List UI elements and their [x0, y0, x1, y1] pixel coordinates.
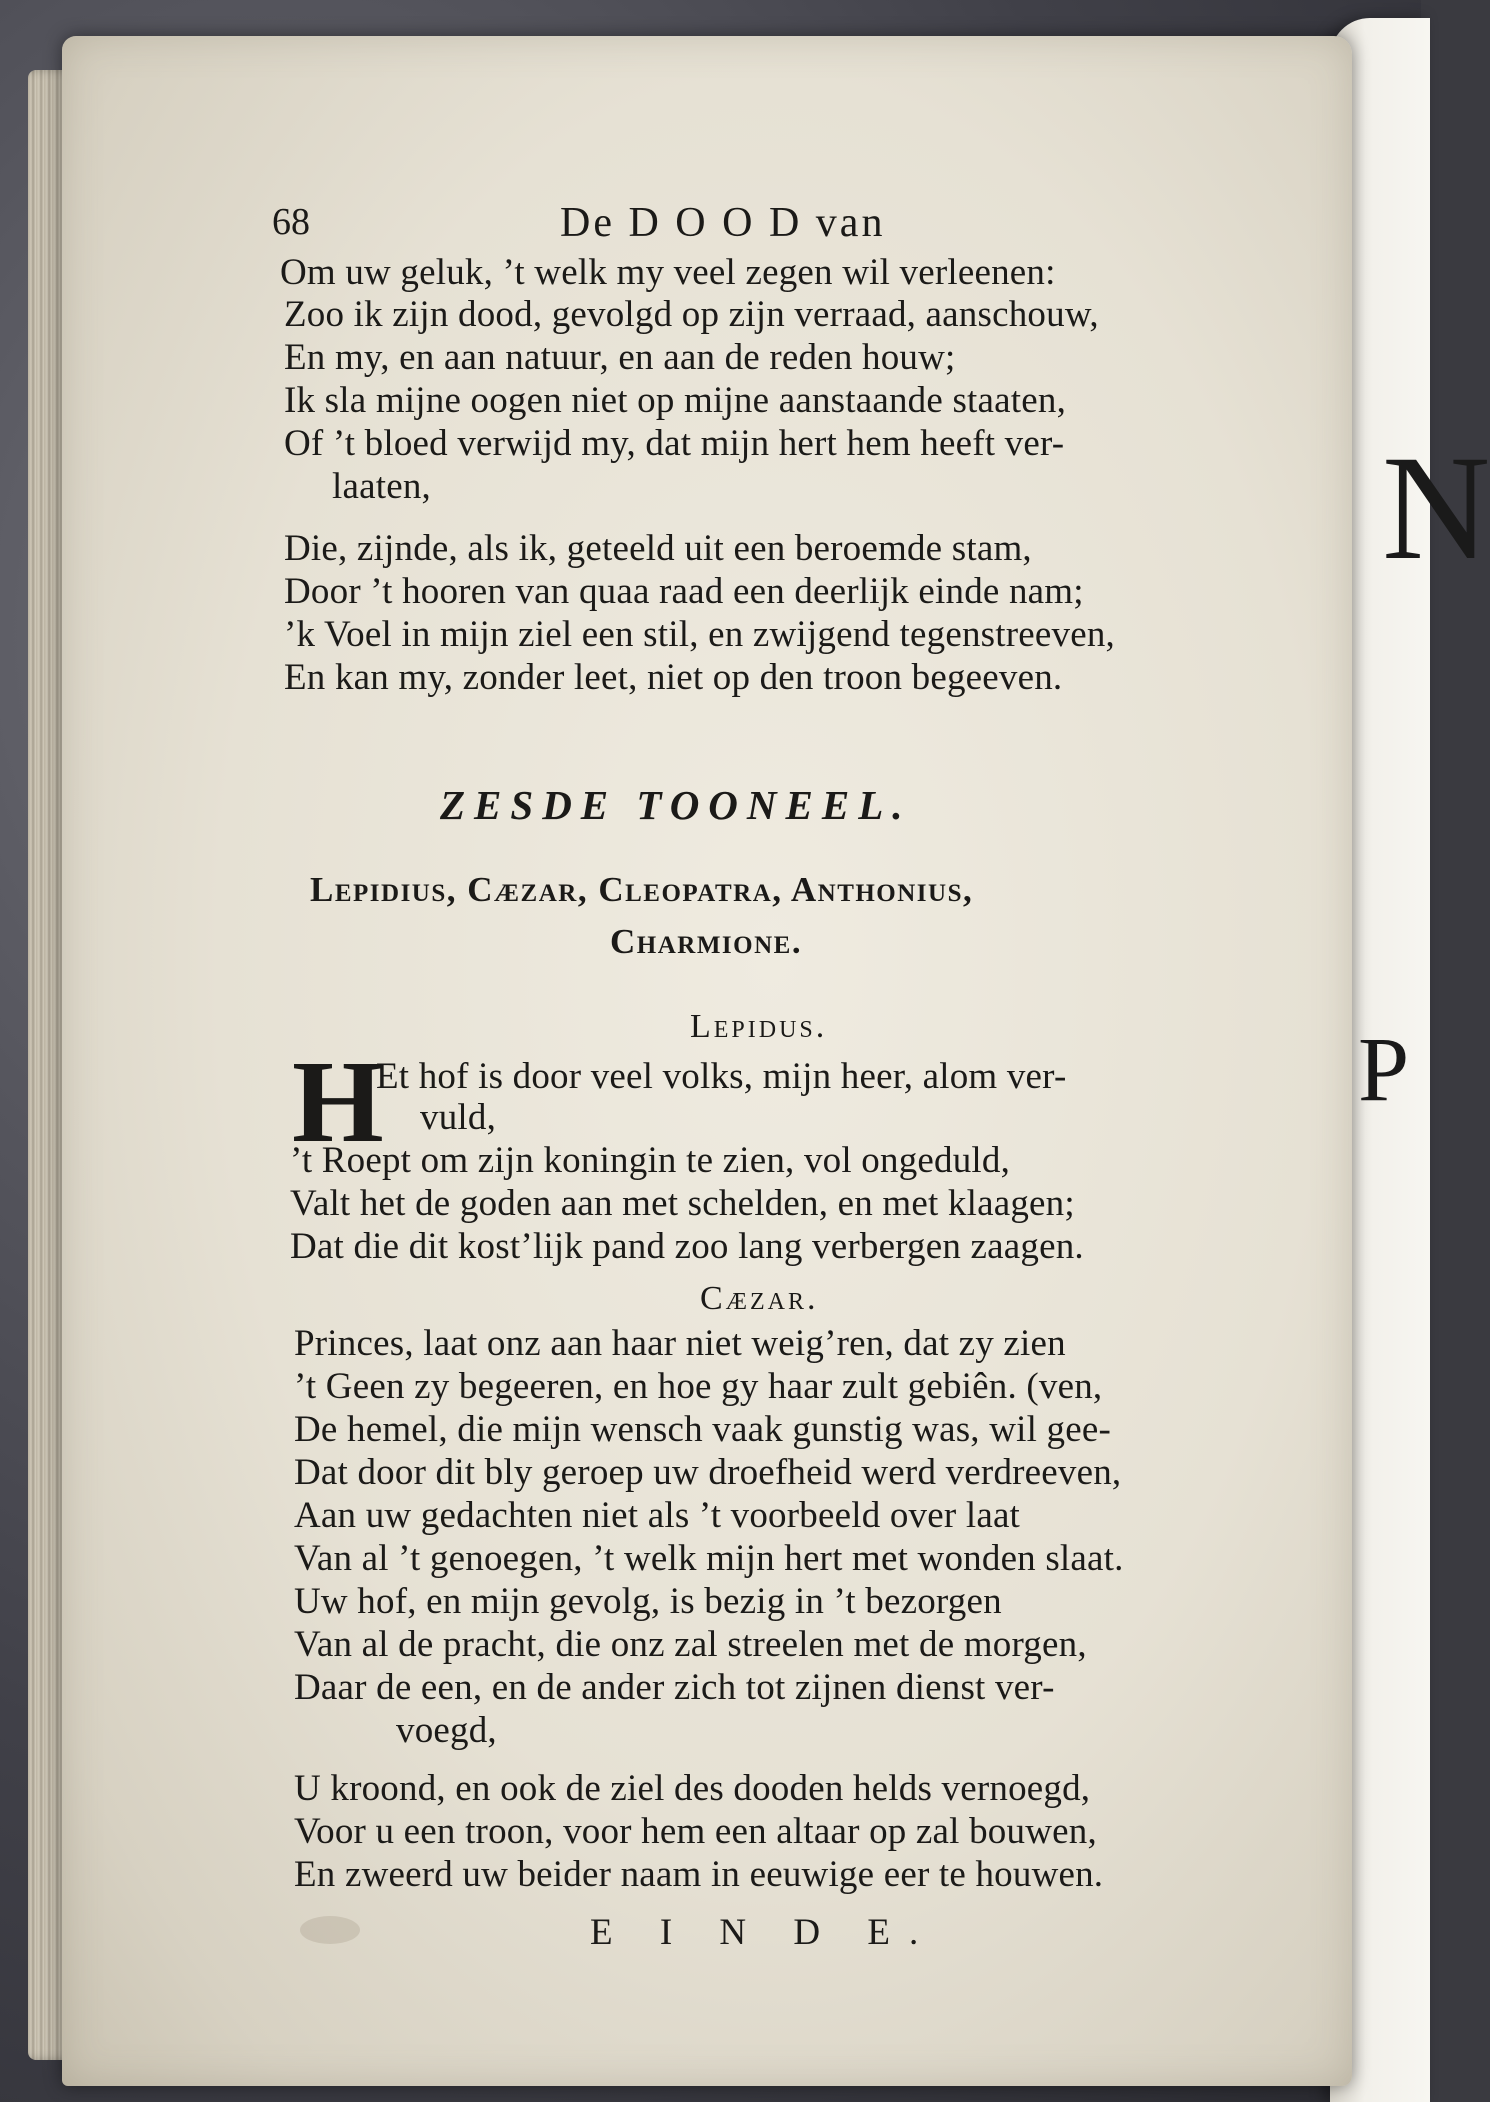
verse-line: Ik sla mijne oogen niet op mijne aanstaande staaten, — [284, 380, 1067, 421]
verse-line: Uw hof, en mijn gevolg, is bezig in ’t bezorgen — [294, 1581, 1002, 1622]
verse-line: U kroond, en ook de ziel des dooden helds vernoegd, — [294, 1768, 1091, 1809]
verse-line: ’k Voel in mijn ziel een stil, en zwijgend tegenstreeven, — [284, 614, 1116, 655]
verse-line: Et hof is door veel volks, mijn heer, alom ver- — [376, 1056, 1067, 1097]
verse-line: Of ’t bloed verwijd my, dat mijn hert hem heeft ver- — [284, 423, 1065, 464]
speaker-name: Lepidus. — [690, 1008, 828, 1045]
ending-word: E I N D E. — [590, 1912, 938, 1953]
verse-line: En zweerd uw beider naam in eeuwige eer te houwen. — [294, 1854, 1104, 1895]
verse-line: Voor u een troon, voor hem een altaar op zal bouwen, — [294, 1811, 1097, 1852]
verse-line: Daar de een, en de ander zich tot zijnen dienst ver- — [294, 1667, 1055, 1708]
verse-line: Dat door dit bly geroep uw droefheid werd verdreeven, — [294, 1452, 1122, 1493]
verse-line: Die, zijnde, als ik, geteeld uit een beroemde stam, — [284, 528, 1032, 569]
verse-line: vuld, — [420, 1097, 497, 1138]
ink-smudge — [300, 1916, 360, 1944]
verse-line: Valt het de goden aan met schelden, en met klaagen; — [290, 1183, 1075, 1224]
verse-line: Van al ’t genoegen, ’t welk mijn hert met wonden slaat. — [294, 1538, 1124, 1579]
verse-line: En kan my, zonder leet, niet op den troon begeeven. — [284, 657, 1063, 698]
verse-line: Dat die dit kost’lijk pand zoo lang verbergen zaagen. — [290, 1226, 1084, 1267]
verse-line: En my, en aan natuur, en aan de reden houw; — [284, 337, 956, 378]
verse-line: Door ’t hooren van quaa raad een deerlijk einde nam; — [284, 571, 1084, 612]
next-page-glyph-1: N — [1382, 425, 1490, 591]
verse-line: Princes, laat onz aan haar niet weig’ren, dat zy zien — [294, 1323, 1066, 1364]
verse-line: Aan uw gedachten niet als ’t voorbeeld over laat — [294, 1495, 1021, 1536]
verse-line: ’t Roept om zijn koningin te zien, vol ongeduld, — [290, 1140, 1011, 1181]
speaker-name: Cæzar. — [700, 1280, 819, 1317]
next-page-glyph-2: P — [1358, 1018, 1410, 1120]
verse-line: De hemel, die mijn wensch vaak gunstig was, wil gee- — [294, 1409, 1111, 1450]
cast-list: Charmione. — [610, 922, 803, 961]
verse-line: ’t Geen zy begeeren, en hoe gy haar zult gebiên. (ven, — [294, 1366, 1103, 1407]
drop-cap: H — [292, 1036, 384, 1167]
running-head: De D O O D van — [560, 200, 886, 246]
cast-list: Lepidius, Cæzar, Cleopatra, Anthonius, — [310, 870, 974, 909]
verse-line: Zoo ik zijn dood, gevolgd op zijn verraad, aanschouw, — [284, 294, 1099, 335]
verse-line: voegd, — [396, 1710, 497, 1751]
verse-line: laaten, — [332, 466, 431, 507]
verse-line: Van al de pracht, die onz zal streelen met de morgen, — [294, 1624, 1087, 1665]
scene-heading: ZESDE TOONEEL. — [440, 782, 912, 828]
verse-line: Om uw geluk, ’t welk my veel zegen wil verleenen: — [280, 252, 1056, 293]
page-number: 68 — [272, 201, 310, 243]
